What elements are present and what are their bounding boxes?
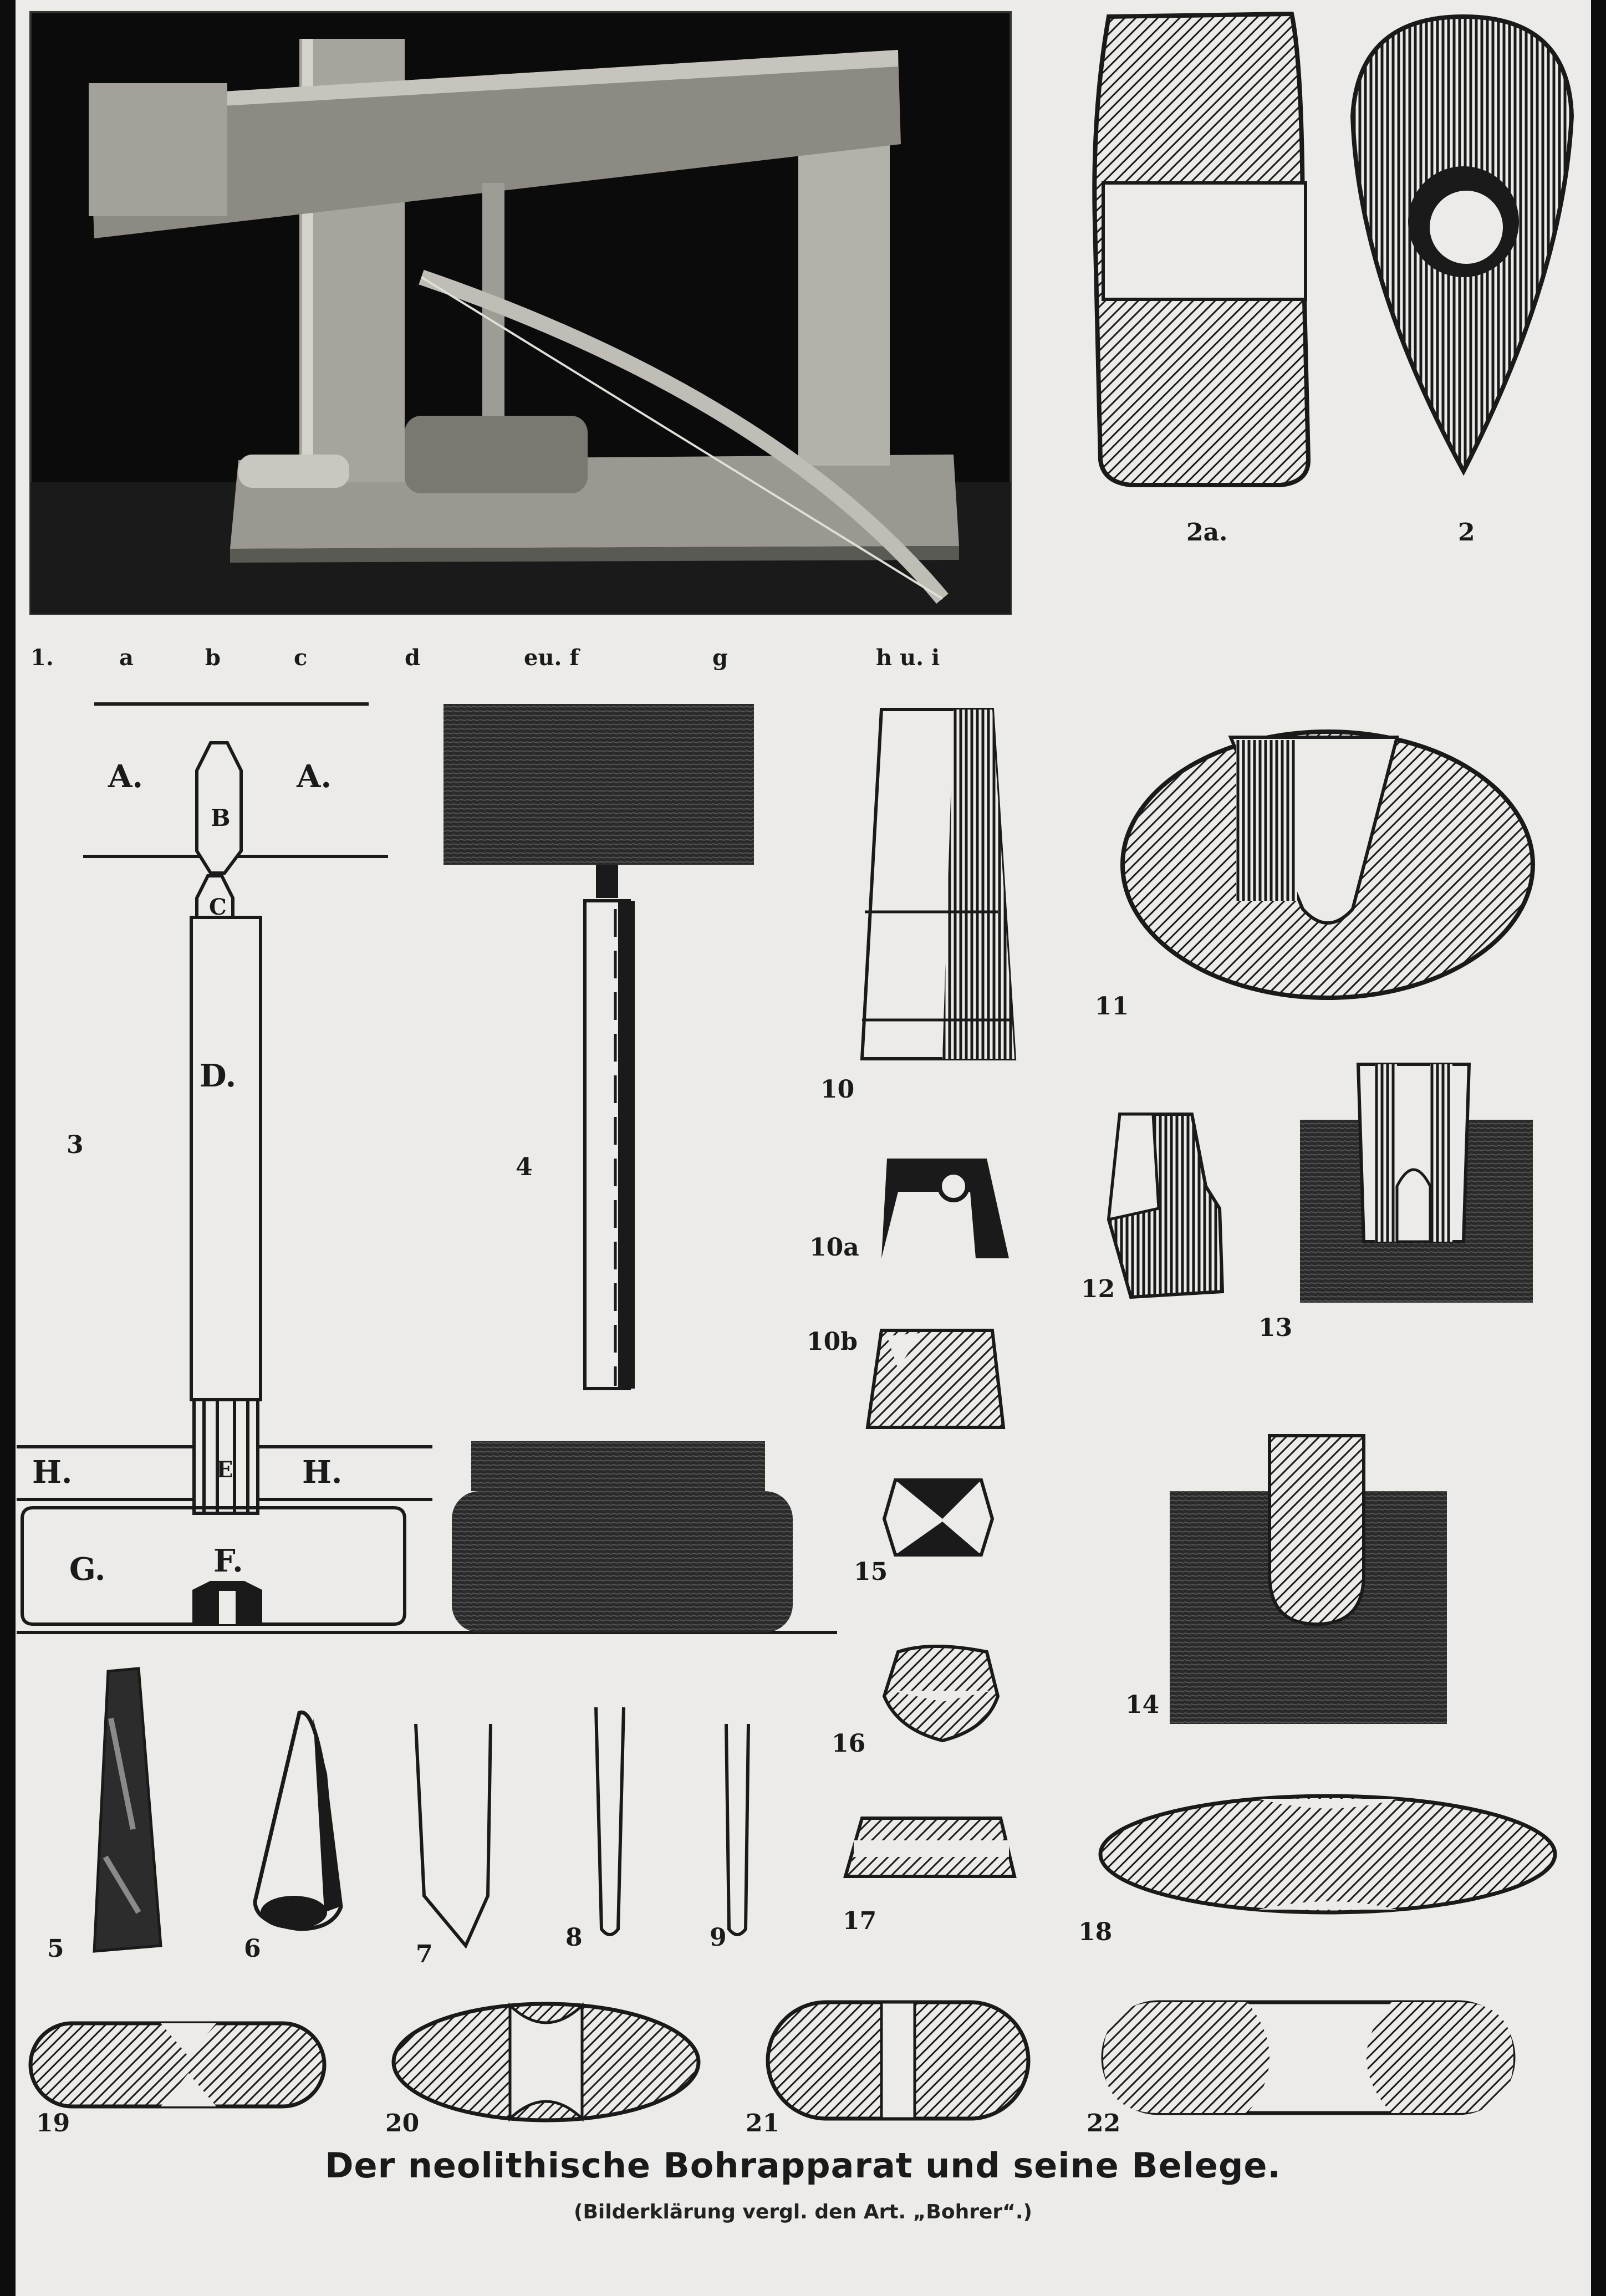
header-letter: c bbox=[294, 645, 308, 671]
figure-19 bbox=[30, 2023, 324, 2106]
figure-16 bbox=[884, 1646, 998, 1741]
photo-drill-apparatus bbox=[30, 12, 1011, 614]
figure-number: 16 bbox=[832, 1729, 866, 1758]
part-label-d: D. bbox=[200, 1058, 237, 1094]
figure-21 bbox=[768, 2002, 1028, 2119]
figure-14 bbox=[1170, 1436, 1447, 1724]
figure-number: 7 bbox=[416, 1940, 433, 1968]
figure-13 bbox=[1300, 1064, 1533, 1303]
header-letter-row bbox=[30, 645, 940, 671]
part-label-b: B bbox=[211, 804, 231, 831]
part-label-f: F. bbox=[213, 1543, 243, 1579]
figure-number: 11 bbox=[1095, 992, 1129, 1021]
part-label-g: G. bbox=[69, 1551, 106, 1588]
figure-number: 21 bbox=[746, 2109, 780, 2137]
header-letter: 1. bbox=[30, 645, 54, 671]
figure-number: 2a. bbox=[1186, 518, 1228, 547]
figure-number: 2 bbox=[1458, 518, 1475, 547]
figure-number: 19 bbox=[36, 2109, 70, 2137]
header-letter: b bbox=[205, 645, 221, 671]
figure-number: 15 bbox=[854, 1558, 888, 1586]
figure-number: 20 bbox=[385, 2109, 420, 2137]
plate-caption-title: Der neolithische Bohrapparat und seine Belege. bbox=[325, 2145, 1281, 2186]
figure-6 bbox=[255, 1712, 341, 1929]
part-label-a-right: A. bbox=[297, 758, 332, 795]
figure-number: 17 bbox=[843, 1907, 877, 1935]
header-letter: d bbox=[405, 645, 420, 671]
part-label-a-left: A. bbox=[108, 758, 143, 795]
figure-10b bbox=[868, 1330, 1003, 1427]
figure-number: 4 bbox=[516, 1153, 533, 1181]
figure-number: 18 bbox=[1078, 1918, 1113, 1946]
part-label-c: C bbox=[209, 894, 227, 920]
figure-number: 10a bbox=[809, 1233, 859, 1262]
header-letter: eu. f bbox=[524, 645, 579, 671]
figure-number: 3 bbox=[67, 1131, 84, 1159]
figure-number: 10 bbox=[820, 1075, 855, 1104]
figure-18 bbox=[1100, 1796, 1555, 1912]
figure-number: 12 bbox=[1081, 1275, 1115, 1303]
figure-4-drill-model bbox=[443, 704, 793, 1632]
header-letter: g bbox=[712, 645, 728, 671]
figure-number: 10b bbox=[807, 1328, 858, 1356]
part-label-e: E bbox=[216, 1457, 233, 1483]
figure-22 bbox=[1103, 2002, 1513, 2113]
figure-12 bbox=[1109, 1114, 1222, 1297]
figure-number: 14 bbox=[1125, 1691, 1160, 1719]
figure-11 bbox=[1123, 732, 1533, 998]
figure-3-part-labels bbox=[32, 758, 342, 1588]
figure-5 bbox=[94, 1669, 161, 1951]
figure-number: 22 bbox=[1087, 2109, 1121, 2137]
figure-number: 13 bbox=[1258, 1314, 1293, 1342]
figure-number: 5 bbox=[47, 1935, 64, 1963]
figure-10 bbox=[862, 710, 1014, 1059]
figure-2-perforated-axe bbox=[1353, 17, 1572, 471]
figure-number: 6 bbox=[244, 1935, 261, 1963]
figure-2a-hatched-axe bbox=[1094, 14, 1308, 485]
figure-7-8-9-needles bbox=[416, 1707, 748, 1946]
figure-number: 9 bbox=[710, 1923, 727, 1952]
figure-20 bbox=[394, 2004, 699, 2120]
part-label-h-left: H. bbox=[32, 1454, 73, 1491]
part-label-h-right: H. bbox=[302, 1454, 343, 1491]
header-letter: a bbox=[119, 645, 134, 671]
header-letter: h u. i bbox=[876, 645, 940, 671]
plate-caption-subtitle: (Bilderklärung vergl. den Art. „Bohrer“.) bbox=[574, 2201, 1032, 2223]
figure-17 bbox=[845, 1818, 1014, 1876]
figure-15 bbox=[884, 1480, 992, 1555]
figure-number: 8 bbox=[565, 1923, 583, 1952]
figure-10a bbox=[881, 1159, 1009, 1258]
